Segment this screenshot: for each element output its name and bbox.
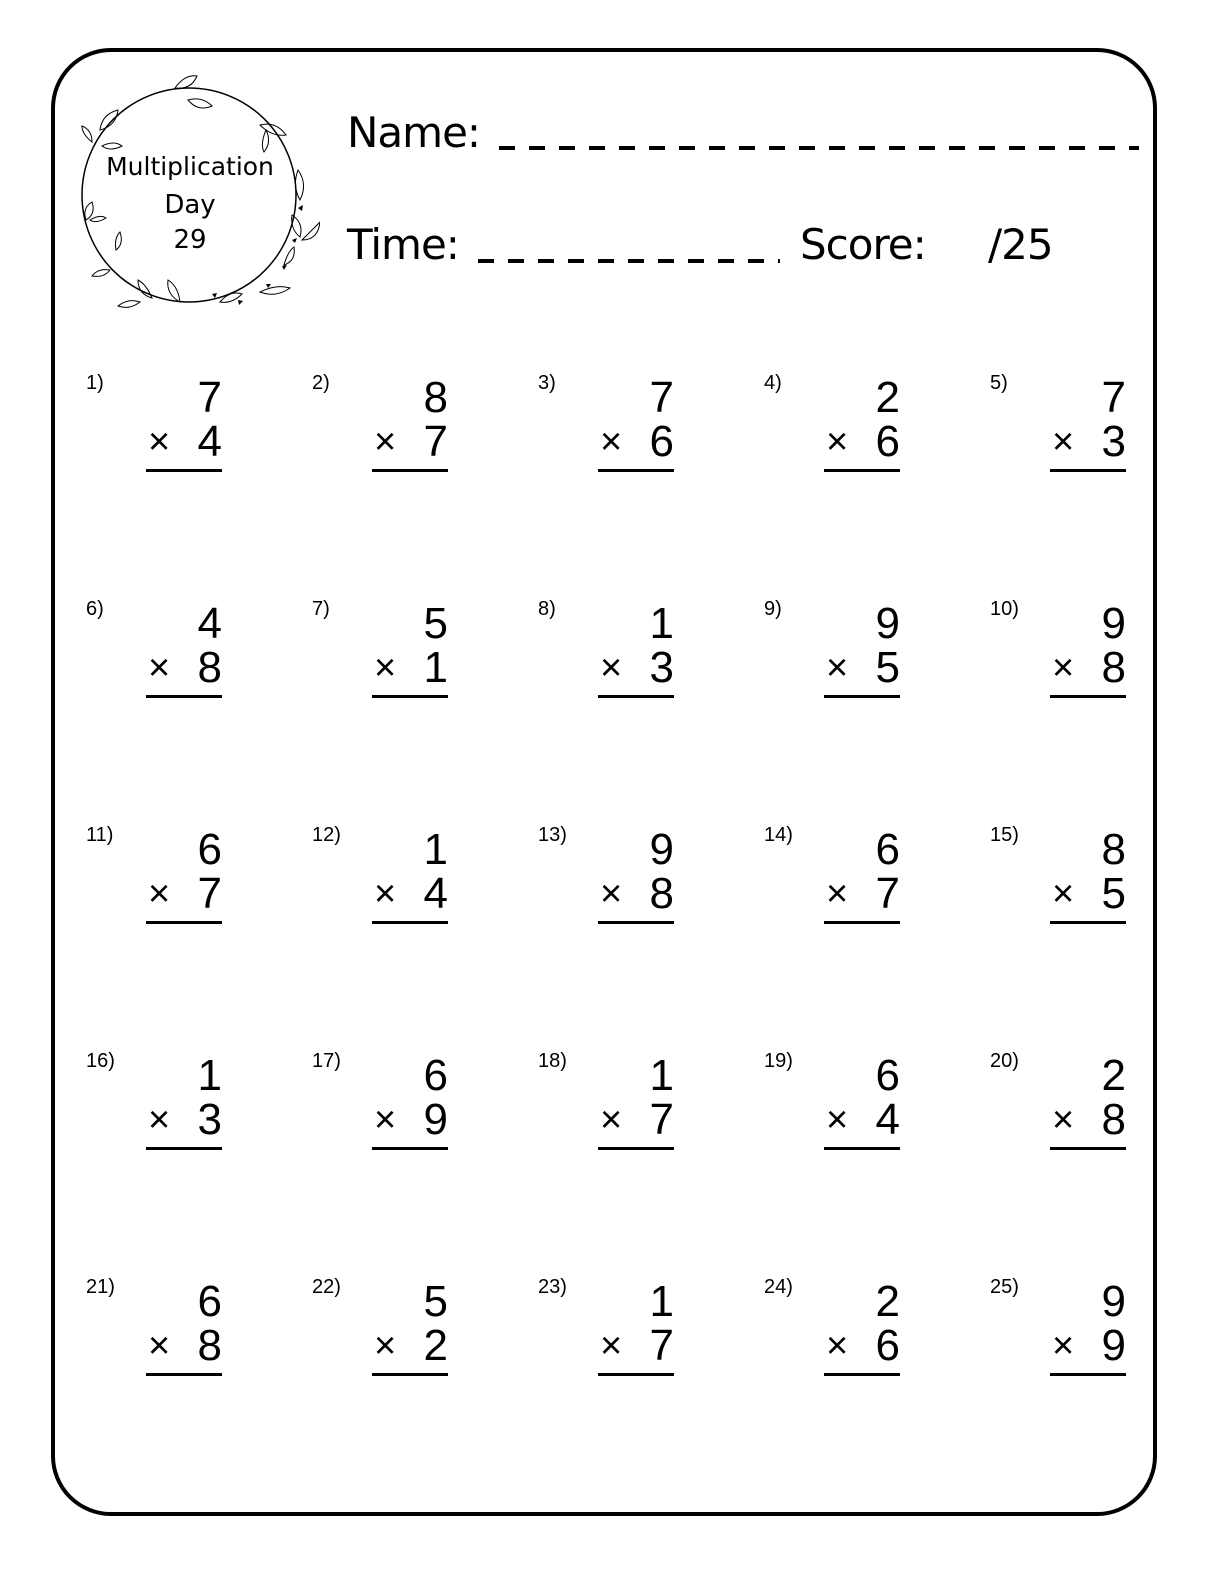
problem-number: 23) bbox=[538, 1276, 567, 1298]
multiplicand: 2 bbox=[875, 373, 900, 422]
problem-number: 12) bbox=[312, 824, 341, 846]
multiply-icon: × bbox=[148, 647, 171, 689]
multiplier: 5 bbox=[875, 643, 900, 692]
multiplier: 3 bbox=[649, 643, 674, 692]
multiply-icon: × bbox=[826, 1099, 849, 1141]
multiplier: 7 bbox=[423, 417, 448, 466]
title-wreath bbox=[70, 70, 320, 315]
multiplier: 8 bbox=[649, 869, 674, 918]
answer-line[interactable] bbox=[372, 469, 448, 472]
answer-line[interactable] bbox=[1050, 695, 1126, 698]
problem-11 bbox=[86, 824, 286, 934]
answer-line[interactable] bbox=[824, 1373, 900, 1376]
multiplier: 3 bbox=[197, 1095, 222, 1144]
problem-6 bbox=[86, 598, 286, 708]
answer-line[interactable] bbox=[598, 1147, 674, 1150]
multiplier: 8 bbox=[1101, 1095, 1126, 1144]
problem-19 bbox=[764, 1050, 964, 1160]
problem-number: 20) bbox=[990, 1050, 1019, 1072]
problem-number: 17) bbox=[312, 1050, 341, 1072]
answer-line[interactable] bbox=[598, 695, 674, 698]
multiplicand: 8 bbox=[1101, 825, 1126, 874]
multiplicand: 7 bbox=[197, 373, 222, 422]
answer-line[interactable] bbox=[146, 695, 222, 698]
answer-line[interactable] bbox=[372, 921, 448, 924]
problem-3 bbox=[538, 372, 738, 482]
answer-line[interactable] bbox=[146, 1373, 222, 1376]
multiplicand: 7 bbox=[1101, 373, 1126, 422]
multiply-icon: × bbox=[1052, 647, 1075, 689]
multiplier: 8 bbox=[197, 643, 222, 692]
multiply-icon: × bbox=[600, 873, 623, 915]
problem-4 bbox=[764, 372, 964, 482]
multiplicand: 6 bbox=[875, 1051, 900, 1100]
problem-18 bbox=[538, 1050, 738, 1160]
answer-line[interactable] bbox=[1050, 1373, 1126, 1376]
problem-number: 4) bbox=[764, 372, 782, 394]
multiplier: 7 bbox=[649, 1095, 674, 1144]
answer-line[interactable] bbox=[598, 1373, 674, 1376]
problem-number: 8) bbox=[538, 598, 556, 620]
problem-number: 19) bbox=[764, 1050, 793, 1072]
multiply-icon: × bbox=[374, 1099, 397, 1141]
answer-line[interactable] bbox=[824, 1147, 900, 1150]
answer-line[interactable] bbox=[1050, 921, 1126, 924]
multiplicand: 5 bbox=[423, 599, 448, 648]
multiply-icon: × bbox=[826, 873, 849, 915]
multiplicand: 1 bbox=[649, 599, 674, 648]
multiply-icon: × bbox=[600, 421, 623, 463]
answer-line[interactable] bbox=[824, 695, 900, 698]
time-label: Time: bbox=[347, 220, 459, 269]
multiplicand: 9 bbox=[1101, 599, 1126, 648]
multiply-icon: × bbox=[1052, 1099, 1075, 1141]
multiplicand: 2 bbox=[1101, 1051, 1126, 1100]
problem-number: 2) bbox=[312, 372, 330, 394]
problem-16 bbox=[86, 1050, 286, 1160]
multiplicand: 1 bbox=[649, 1051, 674, 1100]
multiplicand: 5 bbox=[423, 1277, 448, 1326]
score-total: /25 bbox=[988, 220, 1053, 269]
answer-line[interactable] bbox=[146, 469, 222, 472]
problem-number: 11) bbox=[86, 824, 114, 846]
problem-20 bbox=[990, 1050, 1190, 1160]
multiplier: 4 bbox=[875, 1095, 900, 1144]
answer-line[interactable] bbox=[146, 1147, 222, 1150]
multiply-icon: × bbox=[148, 1325, 171, 1367]
problem-number: 7) bbox=[312, 598, 330, 620]
multiply-icon: × bbox=[600, 647, 623, 689]
problem-13 bbox=[538, 824, 738, 934]
multiply-icon: × bbox=[826, 421, 849, 463]
problem-number: 1) bbox=[86, 372, 104, 394]
name-field[interactable] bbox=[499, 146, 1139, 150]
problem-number: 10) bbox=[990, 598, 1019, 620]
multiply-icon: × bbox=[148, 1099, 171, 1141]
multiply-icon: × bbox=[374, 421, 397, 463]
problem-9 bbox=[764, 598, 964, 708]
multiplier: 4 bbox=[423, 869, 448, 918]
problem-number: 16) bbox=[86, 1050, 115, 1072]
multiply-icon: × bbox=[148, 421, 171, 463]
problem-15 bbox=[990, 824, 1190, 934]
multiply-icon: × bbox=[826, 647, 849, 689]
multiply-icon: × bbox=[148, 873, 171, 915]
name-label: Name: bbox=[347, 108, 481, 157]
problem-number: 9) bbox=[764, 598, 782, 620]
problem-5 bbox=[990, 372, 1190, 482]
multiply-icon: × bbox=[600, 1325, 623, 1367]
problem-23 bbox=[538, 1276, 738, 1386]
multiplier: 2 bbox=[423, 1321, 448, 1370]
multiply-icon: × bbox=[1052, 421, 1075, 463]
problem-number: 22) bbox=[312, 1276, 341, 1298]
multiplier: 6 bbox=[875, 1321, 900, 1370]
multiplier: 7 bbox=[875, 869, 900, 918]
answer-line[interactable] bbox=[1050, 1147, 1126, 1150]
problem-number: 21) bbox=[86, 1276, 115, 1298]
problem-number: 25) bbox=[990, 1276, 1019, 1298]
answer-line[interactable] bbox=[824, 921, 900, 924]
multiplicand: 6 bbox=[875, 825, 900, 874]
problem-7 bbox=[312, 598, 512, 708]
problem-12 bbox=[312, 824, 512, 934]
problem-17 bbox=[312, 1050, 512, 1160]
multiplicand: 2 bbox=[875, 1277, 900, 1326]
problem-25 bbox=[990, 1276, 1190, 1386]
multiply-icon: × bbox=[600, 1099, 623, 1141]
time-field[interactable] bbox=[478, 259, 780, 263]
answer-line[interactable] bbox=[824, 469, 900, 472]
multiplier: 4 bbox=[197, 417, 222, 466]
problem-14 bbox=[764, 824, 964, 934]
multiplicand: 6 bbox=[197, 1277, 222, 1326]
problem-number: 15) bbox=[990, 824, 1019, 846]
multiplicand: 1 bbox=[649, 1277, 674, 1326]
problem-10 bbox=[990, 598, 1190, 708]
multiplier: 7 bbox=[197, 869, 222, 918]
multiplier: 5 bbox=[1101, 869, 1126, 918]
multiplicand: 4 bbox=[197, 599, 222, 648]
multiplier: 7 bbox=[649, 1321, 674, 1370]
problem-number: 13) bbox=[538, 824, 567, 846]
multiplier: 3 bbox=[1101, 417, 1126, 466]
problem-number: 5) bbox=[990, 372, 1008, 394]
problem-8 bbox=[538, 598, 738, 708]
multiply-icon: × bbox=[826, 1325, 849, 1367]
answer-line[interactable] bbox=[598, 921, 674, 924]
multiplicand: 9 bbox=[1101, 1277, 1126, 1326]
problem-2 bbox=[312, 372, 512, 482]
problem-number: 24) bbox=[764, 1276, 793, 1298]
multiplicand: 9 bbox=[875, 599, 900, 648]
answer-line[interactable] bbox=[598, 469, 674, 472]
problem-number: 3) bbox=[538, 372, 556, 394]
multiplicand: 1 bbox=[423, 825, 448, 874]
answer-line[interactable] bbox=[372, 1373, 448, 1376]
multiplier: 1 bbox=[423, 643, 448, 692]
problem-22 bbox=[312, 1276, 512, 1386]
problem-24 bbox=[764, 1276, 964, 1386]
problem-1 bbox=[86, 372, 286, 482]
answer-line[interactable] bbox=[372, 1147, 448, 1150]
worksheet-day-number: 29 bbox=[173, 225, 207, 255]
multiplier: 8 bbox=[1101, 643, 1126, 692]
multiplier: 8 bbox=[197, 1321, 222, 1370]
multiplicand: 9 bbox=[649, 825, 674, 874]
answer-line[interactable] bbox=[146, 921, 222, 924]
problem-number: 6) bbox=[86, 598, 104, 620]
multiplier: 6 bbox=[649, 417, 674, 466]
problem-21 bbox=[86, 1276, 286, 1386]
multiply-icon: × bbox=[374, 1325, 397, 1367]
multiply-icon: × bbox=[1052, 873, 1075, 915]
multiplicand: 7 bbox=[649, 373, 674, 422]
multiplier: 6 bbox=[875, 417, 900, 466]
multiply-icon: × bbox=[1052, 1325, 1075, 1367]
multiplicand: 1 bbox=[197, 1051, 222, 1100]
worksheet-title: Multiplication bbox=[106, 152, 274, 181]
score-label: Score: bbox=[800, 220, 926, 269]
multiplicand: 6 bbox=[423, 1051, 448, 1100]
multiply-icon: × bbox=[374, 873, 397, 915]
answer-line[interactable] bbox=[372, 695, 448, 698]
worksheet-day-label: Day bbox=[164, 190, 216, 220]
multiplicand: 8 bbox=[423, 373, 448, 422]
problem-number: 18) bbox=[538, 1050, 567, 1072]
problem-number: 14) bbox=[764, 824, 793, 846]
multiply-icon: × bbox=[374, 647, 397, 689]
answer-line[interactable] bbox=[1050, 469, 1126, 472]
multiplier: 9 bbox=[423, 1095, 448, 1144]
multiplicand: 6 bbox=[197, 825, 222, 874]
multiplier: 9 bbox=[1101, 1321, 1126, 1370]
